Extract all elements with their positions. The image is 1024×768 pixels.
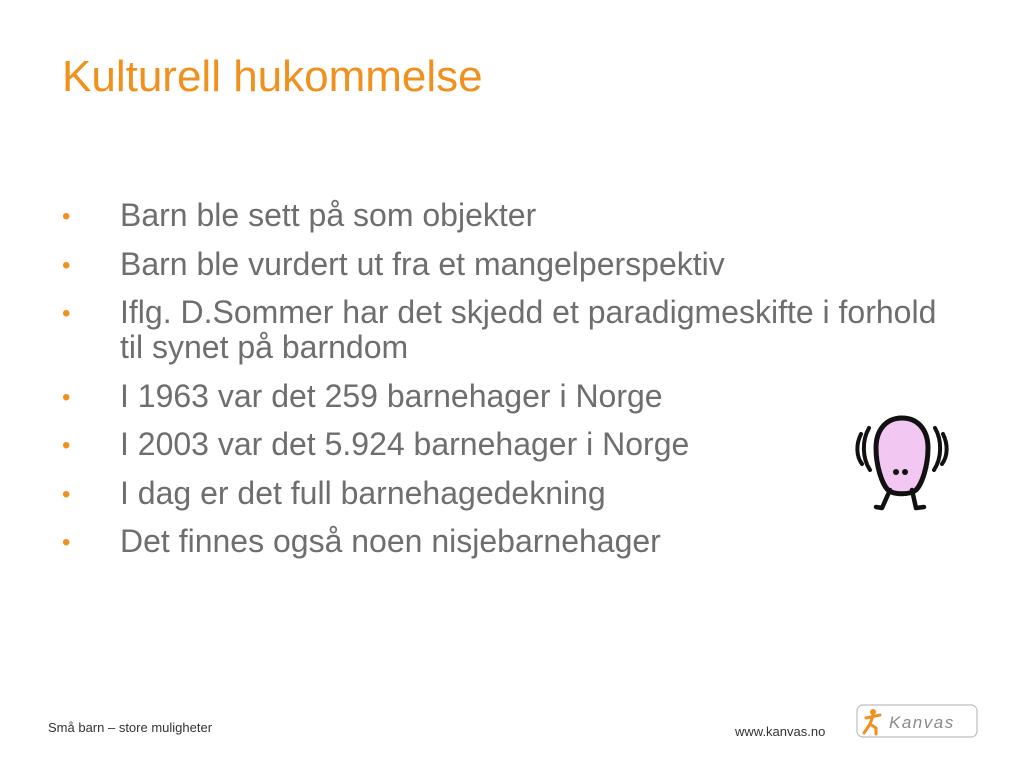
bullet-marker: • <box>62 480 71 508</box>
bullet-item <box>62 247 942 282</box>
bullet-item <box>62 524 942 559</box>
bullet-item <box>62 379 942 414</box>
bullet-item <box>62 476 942 511</box>
bullet-item <box>62 427 942 462</box>
bullet-marker: • <box>62 529 71 556</box>
bullet-text: Iflg. D.Sommer har det skjedd et paradigmeskifte i forhold til synet på barndom <box>120 294 937 365</box>
bullet-text: Barn ble vurdert ut fra et mangelperspektiv <box>120 245 725 282</box>
bullet-marker: • <box>62 300 71 327</box>
logo-text: Kanvas <box>889 713 955 732</box>
bullet-text: Det finnes også noen nisjebarnehager <box>120 523 661 559</box>
bullet-text: I 1963 var det 259 barnehager i Norge <box>120 377 663 414</box>
footer-url[interactable]: www.kanvas.no <box>735 724 826 739</box>
bullet-list <box>62 198 942 573</box>
slide-title: Kulturell hukommelse <box>62 52 483 101</box>
bullet-item <box>62 295 942 365</box>
bullet-text: I dag er det full barnehagedekning <box>120 474 606 511</box>
kanvas-logo-icon <box>856 704 978 738</box>
bullet-text: Barn ble sett på som objekter <box>120 197 537 233</box>
bullet-marker: • <box>62 432 71 459</box>
bullet-marker: • <box>62 383 71 411</box>
bullet-marker: • <box>62 251 71 279</box>
footer-tagline: Små barn – store muligheter <box>48 720 213 735</box>
bullet-text: I 2003 var det 5.924 barnehager i Norge <box>120 426 690 462</box>
bullet-marker: • <box>62 203 71 230</box>
bullet-item <box>62 198 942 233</box>
shaking-cartoon-character-icon <box>852 414 952 516</box>
